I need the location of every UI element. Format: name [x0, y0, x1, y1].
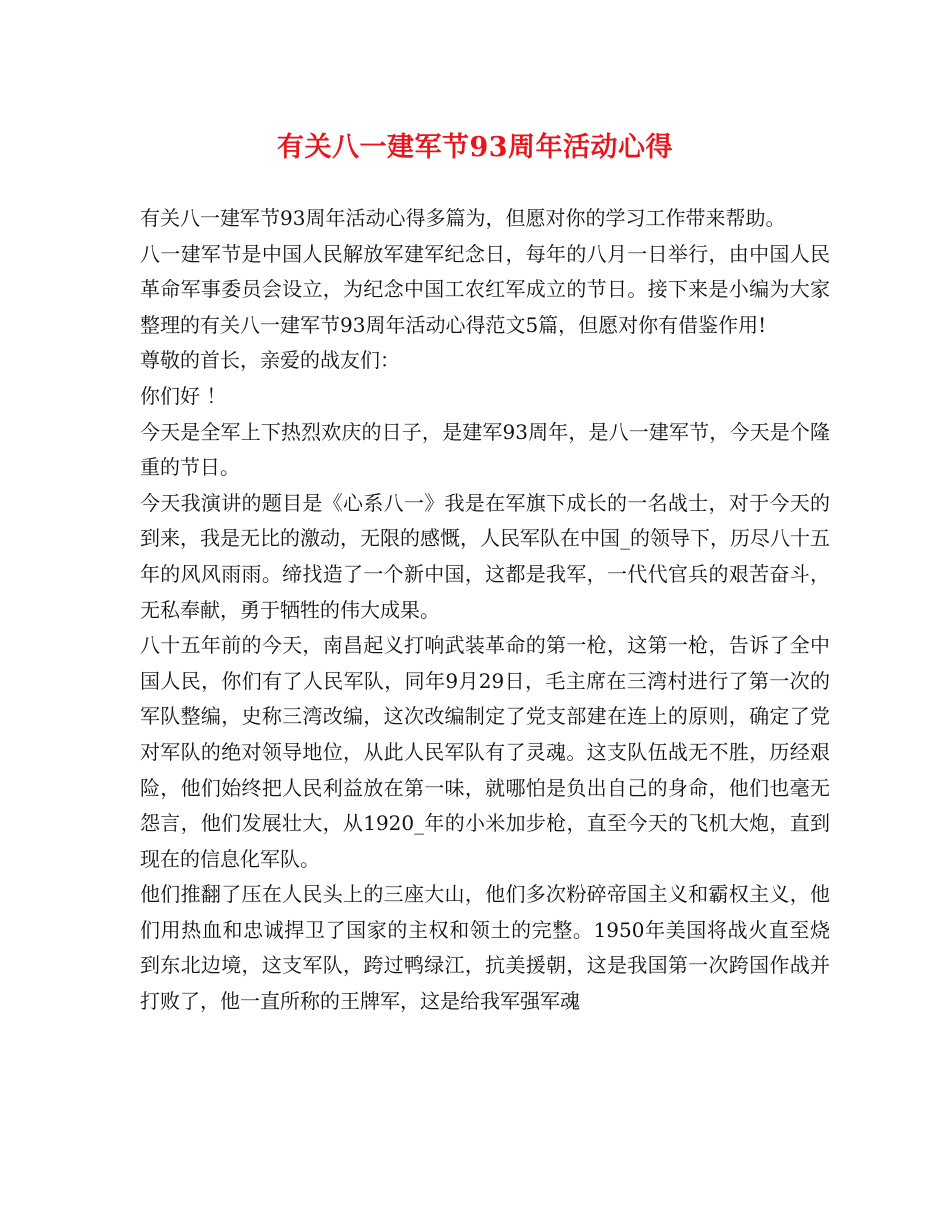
paragraph-intro: 有关八一建军节93周年活动心得多篇为，但愿对你的学习工作带来帮助。 [140, 206, 786, 230]
paragraph-achievements: 他们推翻了压在人民头上的三座大山，他们多次粉碎帝国主义和霸权主义，他们用热血和忠诚捍卫了国家的主权和领土的完整。1950年美国将战火直至烧到东北边境，这支军队，跨过鸭绿江，抗美援朝，这是我国第一次跨国作战并打败了，他一直所称的王牌军，这是给我军强军魂 [140, 882, 830, 1014]
paragraph-background: 八一建军节是中国人民解放军建军纪念日，每年的八月一日举行，由中国人民革命军事委员会设立，为纪念中国工农红军成立的节日。接下来是小编为大家整理的有关八一建军节93周年活动心得范文5篇，但愿对你有借鉴作用! [140, 241, 830, 337]
paragraph-salutation: 尊敬的首长，亲爱的战友们： [140, 348, 400, 373]
paragraph-history: 八十五年前的今天，南昌起义打响武装革命的第一枪，这第一枪，告诉了全中国人民，你们有了人民军队，同年9月29日，毛主席在三湾村进行了第一次的军队整编，史称三湾改编，这次改编制定了党支部建在连上的原则，确定了党对军队的绝对领导地位，从此人民军队有了灵魂。这支队伍战无不胜，历经艰险，他们始终把人民利益放在第一味，就哪怕是负出自己的身命，他们也毫无怨言，他们发展壮大，从1920_年的小米加步枪，直至今天的飞机大炮，直到现在的信息化军队。 [140, 633, 830, 871]
paragraph-today: 今天是全军上下热烈欢庆的日子，是建军93周年，是八一建军节，今天是个隆重的节日。 [140, 419, 830, 480]
document-body [140, 201, 830, 1020]
paragraph-speech-topic: 今天我演讲的题目是《心系八一》我是在军旗下成长的一名战士，对于今天的到来，我是无比的激动，无限的感慨，人民军队在中国_的领导下，历尽八十五年的风风雨雨。缔找造了一个新中国，这都是我军，一代代官兵的艰苦奋斗，无私奉献，勇于牺牲的伟大成果。 [140, 490, 830, 622]
document-title: 有关八一建军节93周年活动心得 [276, 132, 674, 163]
paragraph-greeting: 你们好 ！ [140, 383, 227, 408]
